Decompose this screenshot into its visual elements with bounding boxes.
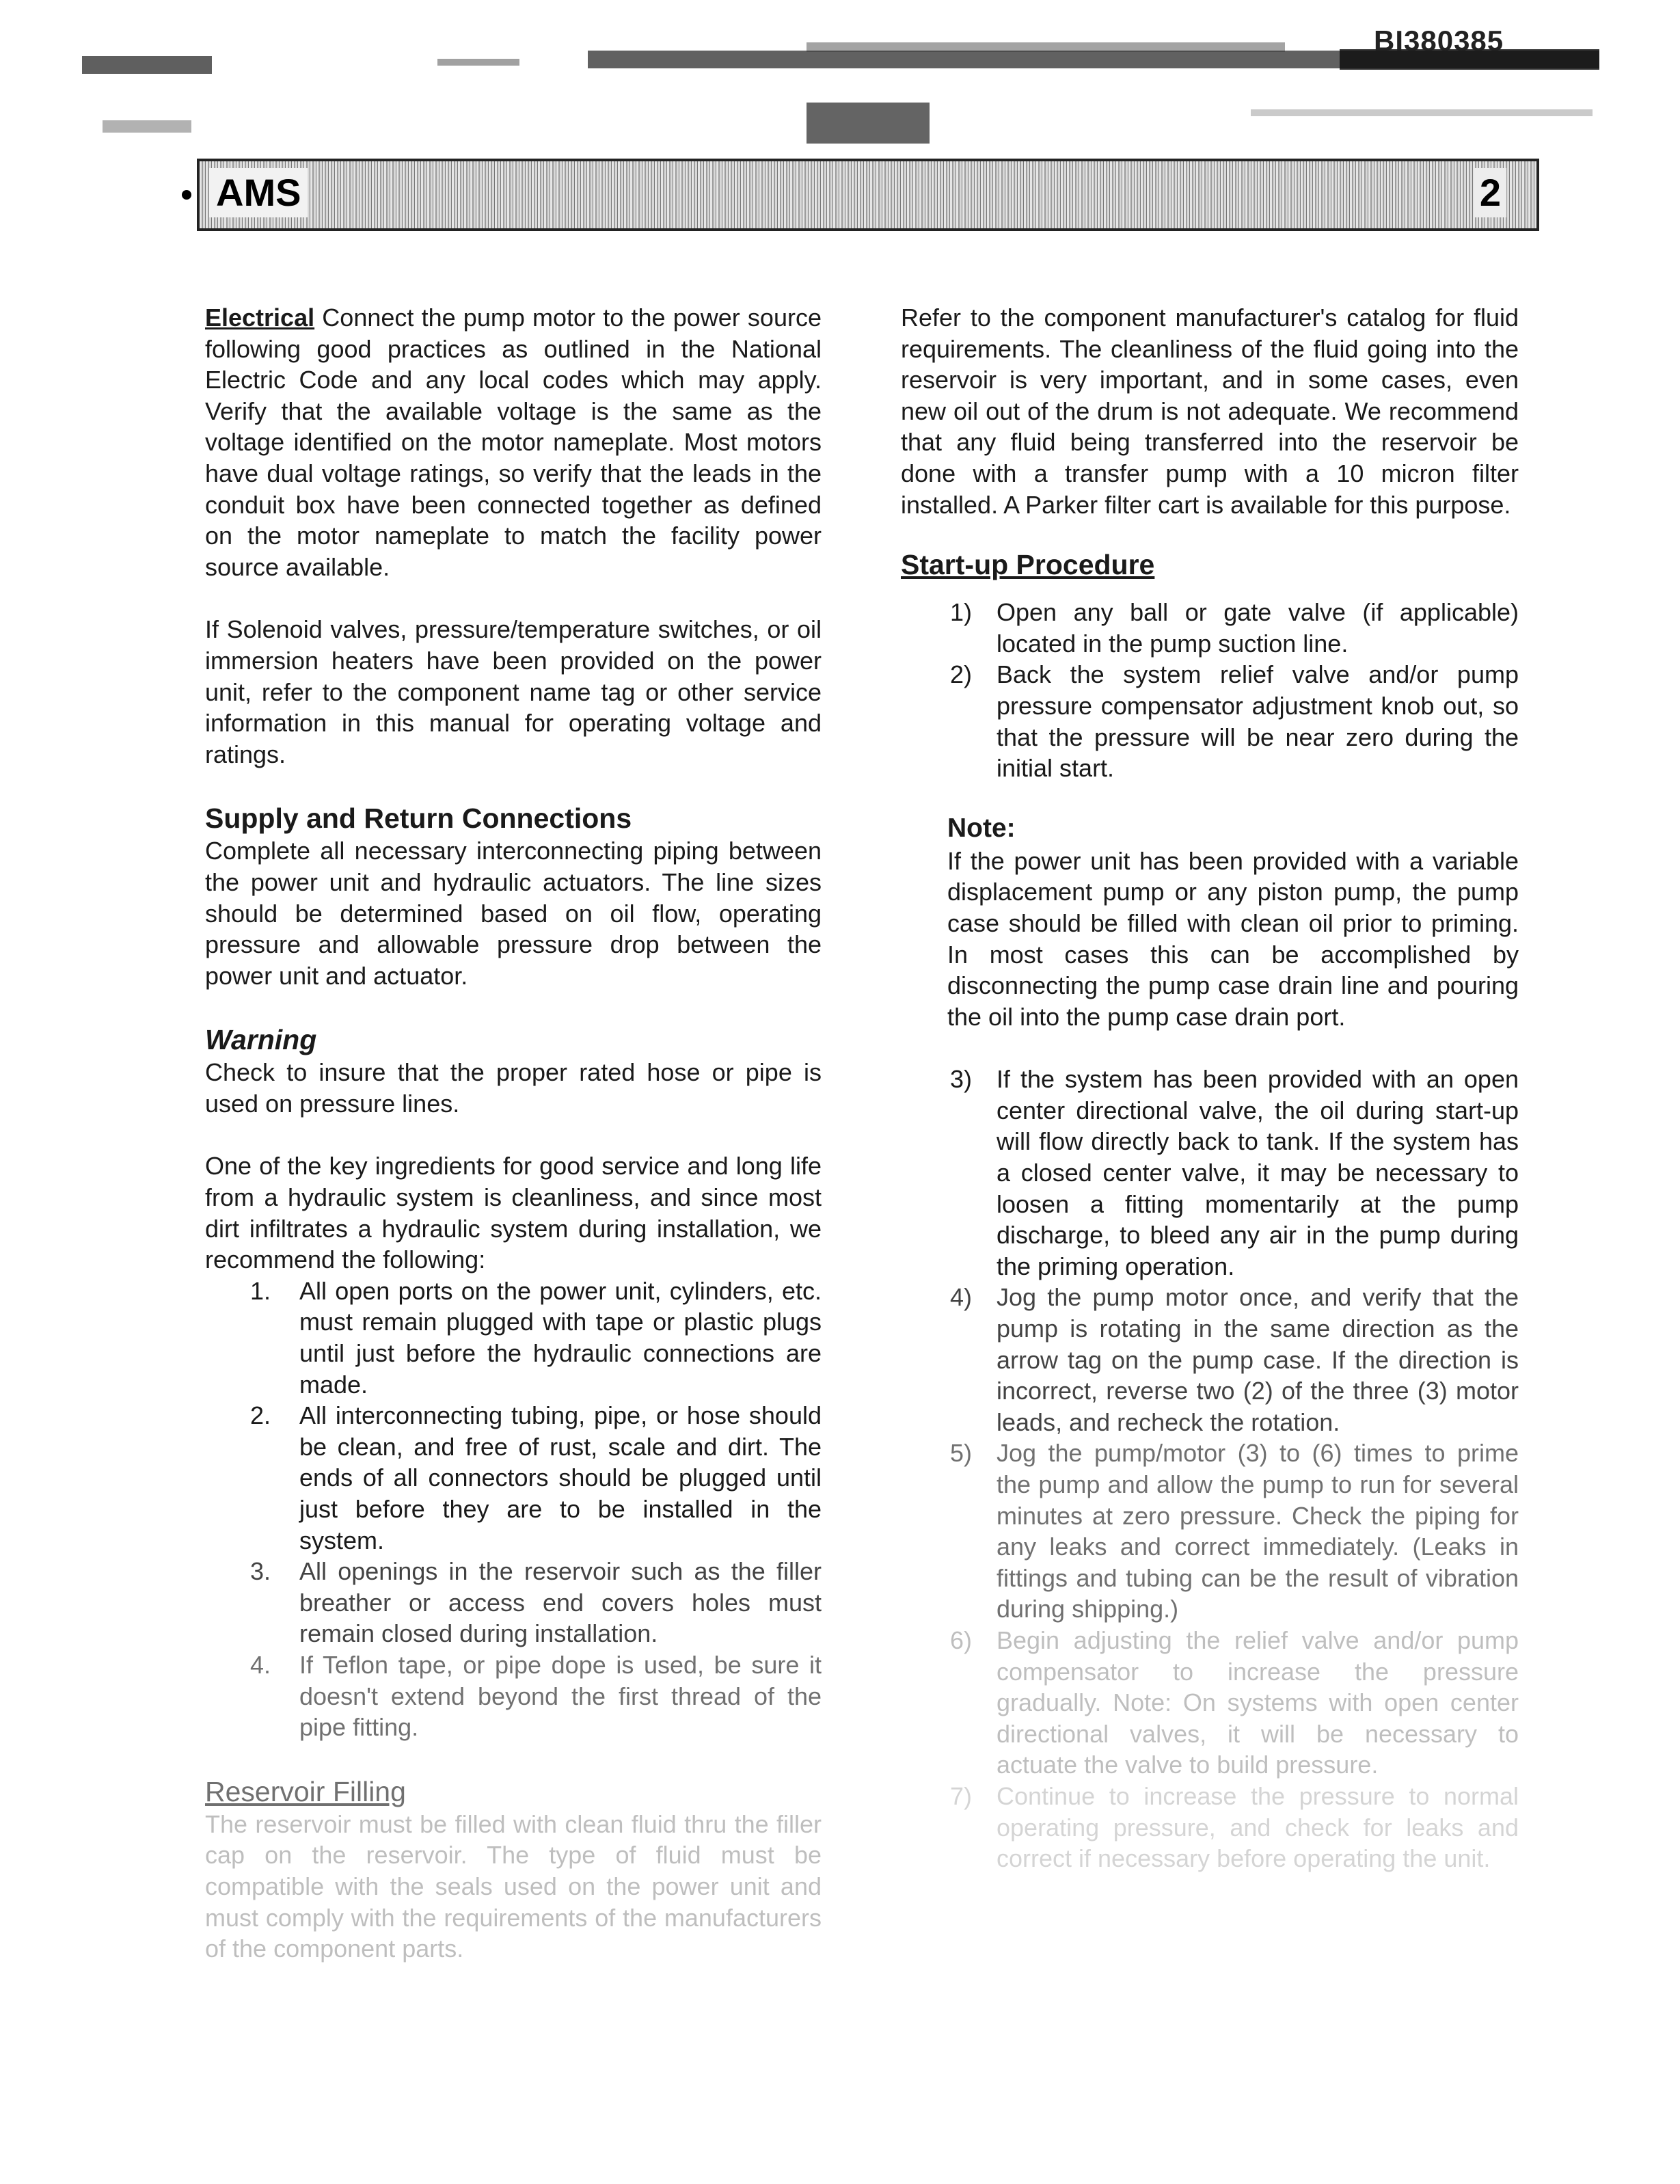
electrical-paragraph [205, 302, 822, 582]
scan-noise-top [0, 0, 1680, 157]
warning-paragraph: Check to insure that the proper rated hose or pipe is used on pressure lines. [205, 1058, 822, 1118]
list-item: 2) Back the system relief valve and/or pump pressure compensator adjustment knob out, so that the pressure will be near zero during the initial start. [950, 660, 1519, 783]
list-item: 3. All openings in the reservoir such as the filler breather or access end covers holes must remain closed during installation. [250, 1557, 822, 1648]
right-column [901, 302, 1519, 1874]
startup-heading: Start-up Procedure [901, 549, 1155, 581]
list-item: 1. All open ports on the power unit, cylinders, etc. must remain plugged with tape or plastic plugs until just before the hydraulic connections are made. [250, 1276, 822, 1399]
company-logo: AMS [209, 168, 308, 217]
reservoir-heading: Reservoir Filling [205, 1775, 406, 1807]
solenoid-paragraph: If Solenoid valves, pressure/temperature switches, or oil immersion heaters have been provided on the power unit, refer to the component name tag or other service information in this manual for operating voltage and ratings. [205, 615, 822, 768]
list-item: 6) Begin adjusting the relief valve and/or pump compensator to increase the pressure gradually. Note: On systems with open center directional valves, it will be necessary to actuate the valve to build pressure. [950, 1626, 1519, 1779]
banner-bullet [182, 190, 191, 200]
list-item: 2. All interconnecting tubing, pipe, or hose should be clean, and free of rust, scale and dirt. The ends of all connectors should be plugged until just before they are to be installed in the system. [250, 1401, 822, 1554]
page-number: 2 [1474, 168, 1506, 217]
electrical-text: Connect the pump motor to the power source following good practices as outlined in the National Electric Code and any local codes which may apply. Verify that the available voltage is the same as the voltage identified on the motor nameplate. Most motors have dual voltage ratings, so verify that the leads in the conduit box have been connected together as defined on the motor nameplate to match the facility power source available. [205, 304, 822, 581]
left-column [205, 302, 822, 1965]
list-item: 3) If the system has been provided with an open center directional valve, the oil during start-up will flow directly back to tank. If the system has a closed center valve, it may be necessary to loosen a fitting momentarily at the pump discharge, to bleed any air in the pump during the priming operation. [950, 1065, 1519, 1280]
cleanliness-paragraph: One of the key ingredients for good service and long life from a hydraulic system is cleanliness, and since most dirt infiltrates a hydraulic system during installation, we recommend the following: [205, 1152, 822, 1274]
note-block [901, 811, 1519, 1033]
note-paragraph: If the power unit has been provided with a variable displacement pump or any piston pump, the pump case should be filled with clean oil prior to priming. In most cases this can be accomplished by disconnecting the pump case drain line and pouring the oil into the pump case drain port. [947, 846, 1519, 1031]
list-item: 1) Open any ball or gate valve (if applicable) located in the pump suction line. [950, 598, 1519, 658]
electrical-lead: Electrical [205, 304, 315, 332]
installation-list [205, 1276, 822, 1743]
warning-heading: Warning [205, 1024, 317, 1056]
document-id: BI380385 [1374, 25, 1504, 57]
fluid-paragraph: Refer to the component manufacturer's catalog for fluid requirements. The cleanliness of the fluid going into the reservoir is very important, and in some cases, even new oil out of the drum is not adequate. We recommend that any fluid being transferred into the reservoir be done with a transfer pump with a 10 micron filter installed. A Parker filter cart is available for this purpose. [901, 304, 1519, 519]
list-item: 4. If Teflon tape, or pipe dope is used, be sure it doesn't extend beyond the first thread of the pipe fitting. [250, 1650, 822, 1742]
header-banner [197, 159, 1539, 231]
supply-paragraph: Complete all necessary interconnecting piping between the power unit and hydraulic actuators. The line sizes should be determined based on oil flow, operating pressure and allowable pressure drop between the power unit and actuator. [205, 837, 822, 990]
startup-steps-a [901, 597, 1519, 784]
supply-heading: Supply and Return Connections [205, 803, 632, 835]
list-item: 4) Jog the pump motor once, and verify that the pump is rotating in the same direction as the arrow tag on the pump case. If the direction is incorrect, reverse two (2) of the three (3) motor leads, and recheck the rotation. [950, 1283, 1519, 1436]
list-item: 7) Continue to increase the pressure to normal operating pressure, and check for leaks and correct if necessary before operating the unit. [950, 1781, 1519, 1873]
list-item: 5) Jog the pump/motor (3) to (6) times to prime the pump and allow the pump to run for several minutes at zero pressure. Check the piping for any leaks and correct immediately. (Leaks in fittings and tubing can be the result of vibration during shipping.) [950, 1439, 1519, 1623]
startup-steps-b [901, 1064, 1519, 1874]
reservoir-paragraph: The reservoir must be filled with clean fluid thru the filler cap on the reservoir. The type of fluid must be compatible with the seals used on the power unit and must comply with the requirements of the manufacturers of the component parts. [205, 1809, 822, 1963]
note-heading: Note: [947, 813, 1016, 843]
